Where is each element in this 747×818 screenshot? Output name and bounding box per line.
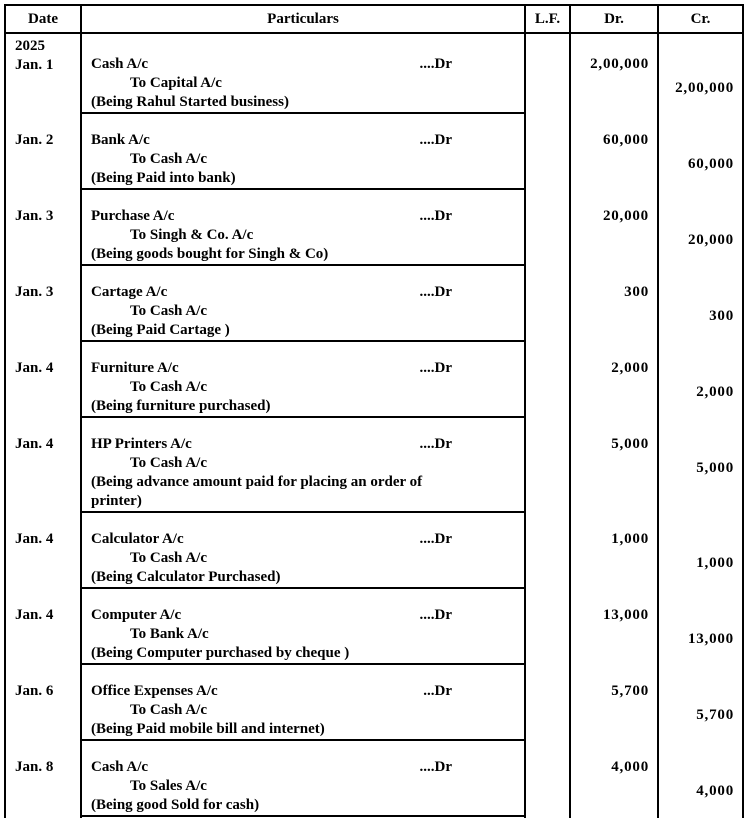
entry-lf-cell: [526, 741, 571, 817]
dr-marker: ....Dr: [419, 436, 452, 452]
header-lf: L.F.: [526, 6, 571, 34]
entry-date-cell: [6, 665, 82, 741]
entry-cr-amount: 2,000: [696, 384, 734, 400]
entry-date-cell: [6, 34, 82, 114]
entry-lf-cell: [526, 665, 571, 741]
entry-date-cell: [6, 418, 82, 513]
header-date: Date: [6, 6, 82, 34]
dr-marker: ....Dr: [419, 759, 452, 775]
dr-marker: ....Dr: [419, 531, 452, 547]
entry-lf-cell: [526, 266, 571, 342]
debit-account: Cash A/c: [91, 759, 149, 775]
debit-account: HP Printers A/c: [91, 436, 192, 452]
debit-account: Furniture A/c: [91, 360, 179, 376]
narration: (Being Rahul Started business): [91, 94, 289, 110]
entry-date: Jan. 4: [15, 436, 54, 452]
narration: (Being Calculator Purchased): [91, 569, 281, 585]
debit-line: [82, 758, 524, 777]
entry-date: Jan. 8: [15, 759, 54, 775]
entry-lf-cell: [526, 190, 571, 266]
entry-date: Jan. 1: [15, 57, 54, 73]
debit-line: [82, 530, 524, 549]
narration: (Being Paid mobile bill and internet): [91, 721, 325, 737]
entry-date-cell: [6, 741, 82, 817]
entry-date-cell: [6, 589, 82, 665]
dr-marker: ...Dr: [423, 683, 452, 699]
credit-account: To Singh & Co. A/c: [130, 227, 254, 243]
entry-lf-cell: [526, 589, 571, 665]
entry-cr-amount: 1,000: [696, 555, 734, 571]
debit-account: Computer A/c: [91, 607, 182, 623]
credit-account: To Cash A/c: [130, 379, 207, 395]
credit-account: To Cash A/c: [130, 702, 207, 718]
credit-account: To Bank A/c: [130, 626, 209, 642]
entry-particulars-cell: [82, 342, 526, 418]
entry-cr-amount: 300: [709, 308, 734, 324]
narration: (Being Paid Cartage ): [91, 322, 230, 338]
entry-date: Jan. 6: [15, 683, 54, 699]
entry-particulars-cell: [82, 665, 526, 741]
debit-line: [82, 435, 524, 454]
entry-lf-cell: [526, 513, 571, 589]
dr-marker: ....Dr: [419, 132, 452, 148]
journal-entry-row: [6, 418, 742, 513]
debit-line: [82, 55, 524, 74]
entry-cr-amount: 20,000: [687, 232, 734, 248]
entry-particulars-cell: [82, 34, 526, 114]
entry-cr-amount: 5,000: [696, 460, 734, 476]
entry-dr-amount: 2,000: [571, 342, 659, 418]
entry-cr-amount: 5,700: [696, 707, 734, 723]
entry-dr-amount: 60,000: [571, 114, 659, 190]
debit-line: [82, 682, 524, 701]
entry-dr-amount: 5,000: [571, 418, 659, 513]
entry-date-cell: [6, 513, 82, 589]
journal-table: [4, 4, 744, 818]
header-particulars: Particulars: [82, 6, 526, 34]
entry-particulars-cell: [82, 418, 526, 513]
debit-account: Cash A/c: [91, 56, 149, 72]
entry-date: Jan. 4: [15, 607, 54, 623]
dr-marker: ....Dr: [419, 360, 452, 376]
journal-entry-row: [6, 665, 742, 741]
entry-lf-cell: [526, 114, 571, 190]
journal-entries: [6, 34, 742, 817]
narration: (Being good Sold for cash): [91, 797, 260, 813]
journal-entry-row: [6, 266, 742, 342]
entry-dr-amount: 4,000: [571, 741, 659, 817]
debit-account: Calculator A/c: [91, 531, 184, 547]
debit-account: Bank A/c: [91, 132, 150, 148]
entry-lf-cell: [526, 418, 571, 513]
journal-entry-row: [6, 741, 742, 817]
entry-dr-amount: 20,000: [571, 190, 659, 266]
entry-date-cell: [6, 190, 82, 266]
entry-date: Jan. 2: [15, 132, 54, 148]
journal-header-row: [6, 6, 742, 34]
journal-entry-row: [6, 114, 742, 190]
entry-dr-amount: 300: [571, 266, 659, 342]
entry-date-cell: [6, 114, 82, 190]
journal-entry-row: [6, 589, 742, 665]
credit-account: To Capital A/c: [130, 75, 222, 91]
entry-cr-amount: 4,000: [696, 783, 734, 799]
entry-dr-amount: 2,00,000: [571, 34, 659, 114]
debit-line: [82, 283, 524, 302]
entry-cr-amount: 2,00,000: [675, 80, 734, 96]
journal-entry-row: [6, 342, 742, 418]
debit-line: [82, 131, 524, 150]
dr-marker: ....Dr: [419, 284, 452, 300]
entry-dr-amount: 13,000: [571, 589, 659, 665]
dr-marker: ....Dr: [419, 208, 452, 224]
narration: (Being goods bought for Singh & Co): [91, 246, 329, 262]
entry-particulars-cell: [82, 589, 526, 665]
entry-year: 2025: [15, 38, 45, 54]
entry-date: Jan. 4: [15, 531, 54, 547]
narration: (Being Paid into bank): [91, 170, 236, 186]
journal-entry-row: [6, 34, 742, 114]
dr-marker: ....Dr: [419, 607, 452, 623]
entry-lf-cell: [526, 34, 571, 114]
entry-date: Jan. 3: [15, 208, 54, 224]
entry-lf-cell: [526, 342, 571, 418]
journal-entry-row: [6, 513, 742, 589]
dr-marker: ....Dr: [419, 56, 452, 72]
debit-line: [82, 359, 524, 378]
entry-cr-amount: 60,000: [687, 156, 734, 172]
debit-account: Purchase A/c: [91, 208, 175, 224]
narration: (Being Computer purchased by cheque ): [91, 645, 350, 661]
entry-date-cell: [6, 266, 82, 342]
narration: (Being advance amount paid for placing an order of printer): [91, 474, 423, 509]
debit-account: Office Expenses A/c: [91, 683, 218, 699]
entry-dr-amount: 5,700: [571, 665, 659, 741]
debit-line: [82, 207, 524, 226]
credit-account: To Cash A/c: [130, 303, 207, 319]
debit-line: [82, 606, 524, 625]
entry-particulars-cell: [82, 266, 526, 342]
debit-account: Cartage A/c: [91, 284, 168, 300]
credit-account: To Sales A/c: [130, 778, 207, 794]
credit-account: To Cash A/c: [130, 455, 207, 471]
header-cr: Cr.: [659, 6, 742, 34]
journal-entry-row: [6, 190, 742, 266]
entry-date: Jan. 4: [15, 360, 54, 376]
entry-particulars-cell: [82, 190, 526, 266]
entry-date: Jan. 3: [15, 284, 54, 300]
narration: (Being furniture purchased): [91, 398, 271, 414]
credit-account: To Cash A/c: [130, 550, 207, 566]
entry-particulars-cell: [82, 513, 526, 589]
entry-dr-amount: 1,000: [571, 513, 659, 589]
credit-account: To Cash A/c: [130, 151, 207, 167]
entry-particulars-cell: [82, 741, 526, 817]
entry-particulars-cell: [82, 114, 526, 190]
entry-cr-amount: 13,000: [687, 631, 734, 647]
header-dr: Dr.: [571, 6, 659, 34]
entry-date-cell: [6, 342, 82, 418]
